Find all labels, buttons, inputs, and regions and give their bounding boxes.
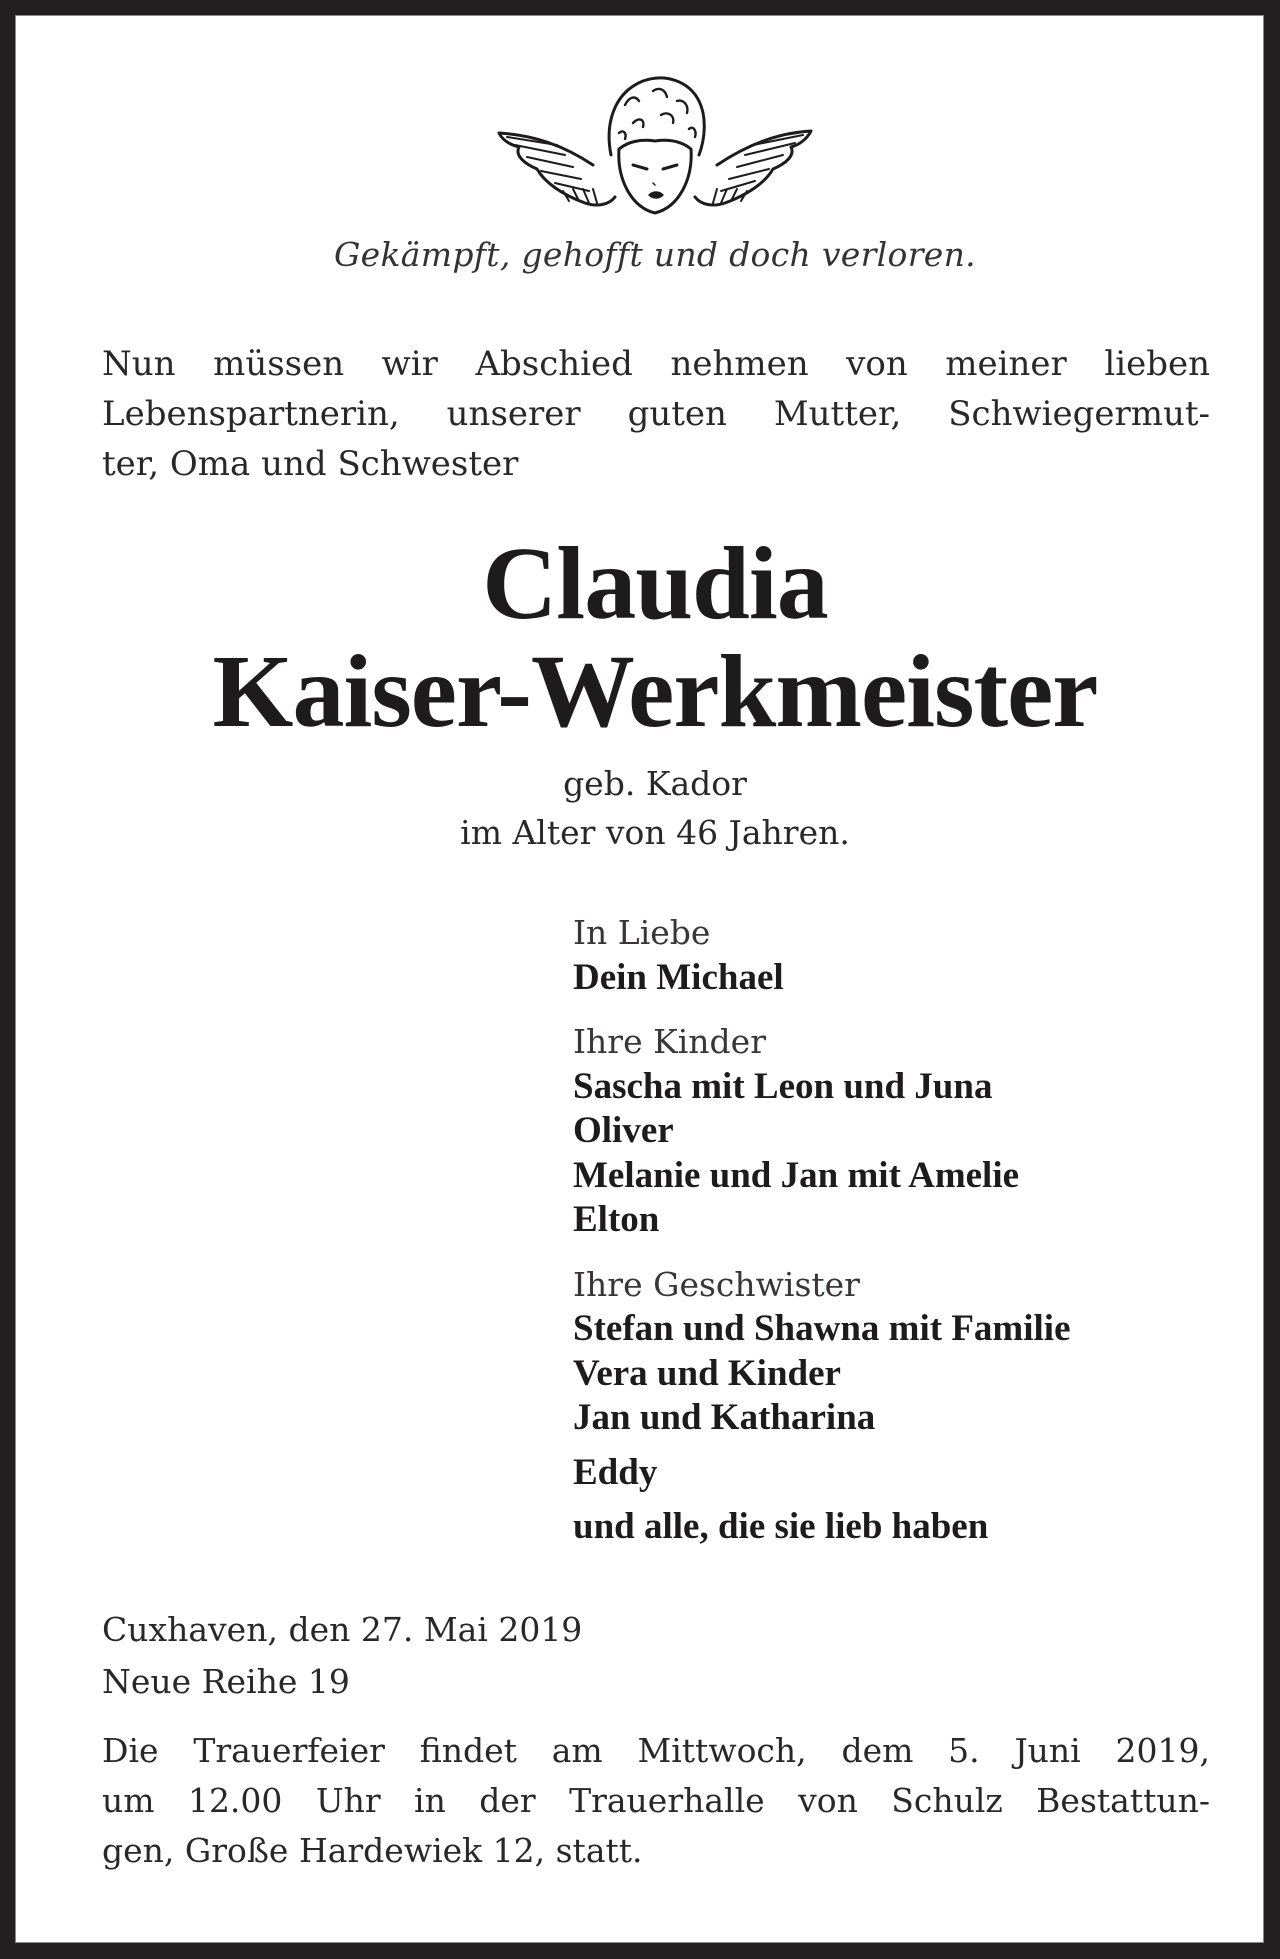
intro-line: Lebenspartnerin, unserer guten Mutter, Schwiegermut- bbox=[102, 394, 1210, 434]
mourner-name: und alle, die sie lieb haben bbox=[573, 1506, 989, 1547]
mourners-list bbox=[573, 911, 1273, 1570]
mourner-group-children bbox=[573, 1020, 1273, 1243]
place-date: Cuxhaven, den 27. Mai 2019 bbox=[102, 1610, 583, 1649]
mourner-name: Oliver bbox=[573, 1110, 674, 1151]
deceased-details bbox=[15, 759, 1280, 857]
mourner-name: Elton bbox=[573, 1199, 660, 1240]
ceremony-info bbox=[102, 1726, 1210, 1876]
ceremony-line: gen, Große Hardewiek 12, statt. bbox=[102, 1831, 643, 1870]
group-label: Ihre Kinder bbox=[573, 1022, 766, 1061]
mourner-name: Dein Michael bbox=[573, 956, 784, 998]
address: Neue Reihe 19 bbox=[102, 1662, 350, 1701]
intro-line: Nun müssen wir Abschied nehmen von meiner lieben bbox=[102, 344, 1210, 384]
mourner-name: Jan und Katharina bbox=[573, 1397, 876, 1438]
obituary-notice bbox=[15, 15, 1264, 1943]
group-label: In Liebe bbox=[573, 913, 711, 952]
cherub-angel-icon bbox=[493, 75, 817, 217]
mourner-name: Melanie und Jan mit Amelie bbox=[573, 1154, 1020, 1196]
ceremony-line: Die Trauerfeier findet am Mittwoch, dem 5. Juni 2019, bbox=[102, 1731, 1210, 1770]
deceased-name bbox=[15, 526, 1280, 749]
intro-paragraph bbox=[102, 339, 1210, 489]
intro-line: ter, Oma und Schwester bbox=[102, 444, 519, 484]
birth-name: geb. Kador bbox=[563, 764, 747, 803]
mourner-name: Vera und Kinder bbox=[573, 1352, 841, 1394]
mourner-name: Stefan und Shawna mit Familie bbox=[573, 1308, 1071, 1349]
ceremony-line: um 12.00 Uhr in der Trauerhalle von Schulz Bestattun- bbox=[102, 1781, 1210, 1820]
mourner-name: Sascha mit Leon und Juna bbox=[573, 1065, 993, 1107]
mourner-group-siblings bbox=[573, 1263, 1273, 1441]
mourner-group-other bbox=[573, 1451, 1273, 1496]
mourner-group-partner bbox=[573, 911, 1273, 1000]
motto-quote: Gekämpft, gehofft und doch verloren. bbox=[334, 235, 976, 274]
group-label: Ihre Geschwister bbox=[573, 1264, 860, 1304]
age-line: im Alter von 46 Jahren. bbox=[460, 813, 850, 852]
place-and-address bbox=[102, 1604, 582, 1708]
mourner-name: Eddy bbox=[573, 1451, 658, 1493]
deceased-last-name: Kaiser-Werkmeister bbox=[212, 634, 1098, 749]
deceased-first-name: Claudia bbox=[482, 526, 828, 641]
mourner-group-all bbox=[573, 1505, 1273, 1550]
